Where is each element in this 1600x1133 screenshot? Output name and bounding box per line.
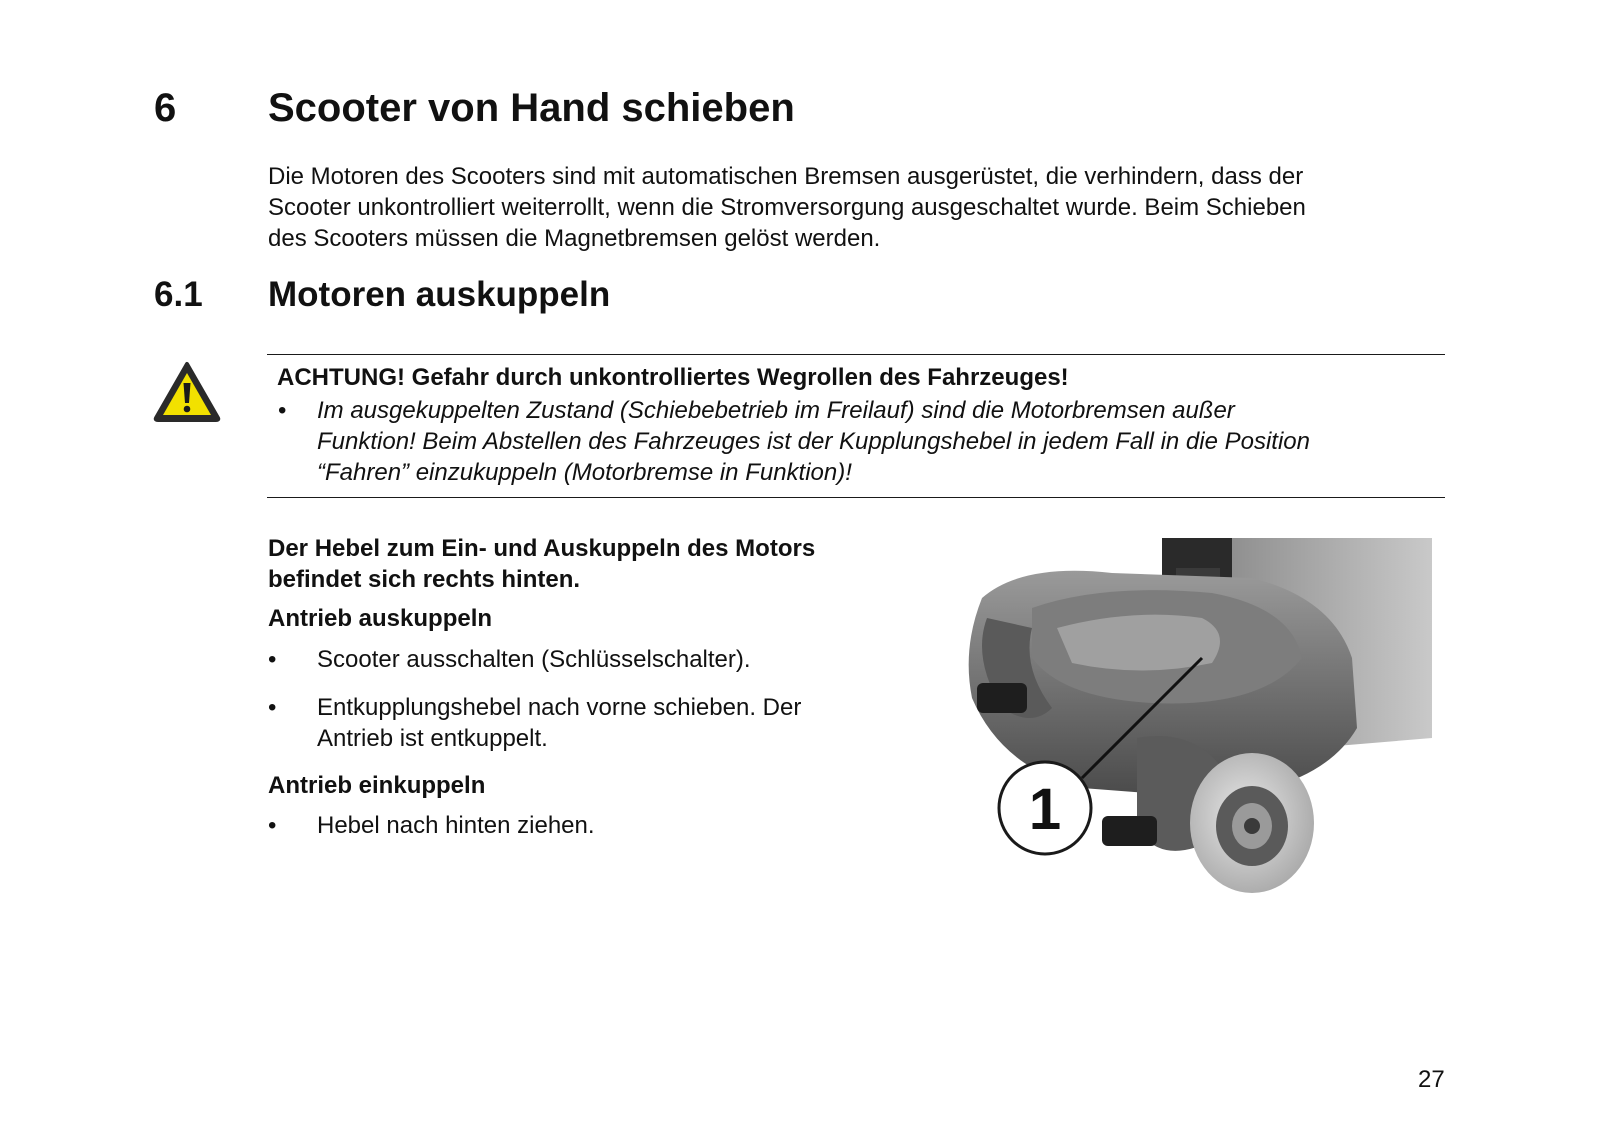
list-item (317, 810, 595, 841)
warning-line: Im ausgekuppelten Zustand (Schiebebetrieb im Freilauf) sind die Motorbremsen außer (317, 397, 1235, 424)
list-item (317, 644, 751, 675)
intro-line: des Scooters müssen die Magnetbremsen gelöst werden. (268, 225, 881, 252)
intro-line: Scooter unkontrolliert weiterrollt, wenn die Stromversorgung ausgeschaltet wurde. Beim Schieben (268, 194, 1306, 221)
warning-line: Funktion! Beim Abstellen des Fahrzeuges ist der Kupplungshebel in jedem Fall in die Position (317, 428, 1310, 455)
lead-line: befindet sich rechts hinten. (268, 566, 581, 593)
lead-text (268, 533, 815, 595)
section-number: 6 (154, 86, 177, 130)
list-bullet: • (268, 646, 277, 673)
list-bullet: • (268, 694, 277, 721)
intro-paragraph (268, 161, 1448, 254)
list-item-line: Antrieb ist entkuppelt. (317, 725, 548, 752)
list-item-line: Entkupplungshebel nach vorne schieben. Der (317, 694, 802, 721)
warning-top-rule (267, 354, 1445, 355)
subsection-number: 6.1 (154, 275, 203, 314)
disengage-heading: Antrieb auskuppeln (268, 605, 493, 632)
section-title: Scooter von Hand schieben (268, 86, 795, 130)
intro-line: Die Motoren des Scooters sind mit automatischen Bremsen ausgerüstet, die verhindern, dass der (268, 163, 1304, 190)
warning-heading: ACHTUNG! Gefahr durch unkontrolliertes Wegrollen des Fahrzeuges! (277, 364, 1069, 391)
page-number: 27 (1418, 1066, 1445, 1093)
engage-heading: Antrieb einkuppeln (268, 772, 486, 799)
lead-line: Der Hebel zum Ein- und Auskuppeln des Motors (268, 535, 816, 562)
list-bullet: • (268, 812, 277, 839)
warning-bullet: • (278, 397, 287, 424)
list-item-line: Hebel nach hinten ziehen. (317, 812, 595, 839)
callout-label: 1 (1028, 777, 1062, 842)
warning-text (317, 395, 1447, 488)
warning-triangle-icon (153, 361, 221, 423)
list-item (317, 692, 801, 754)
scooter-photo (962, 538, 1432, 918)
warning-bottom-rule (267, 497, 1445, 498)
subsection-title: Motoren auskuppeln (268, 275, 611, 314)
list-item-line: Scooter ausschalten (Schlüsselschalter). (317, 646, 751, 673)
warning-line: “Fahren” einzukuppeln (Motorbremse in Funktion)! (317, 459, 852, 486)
